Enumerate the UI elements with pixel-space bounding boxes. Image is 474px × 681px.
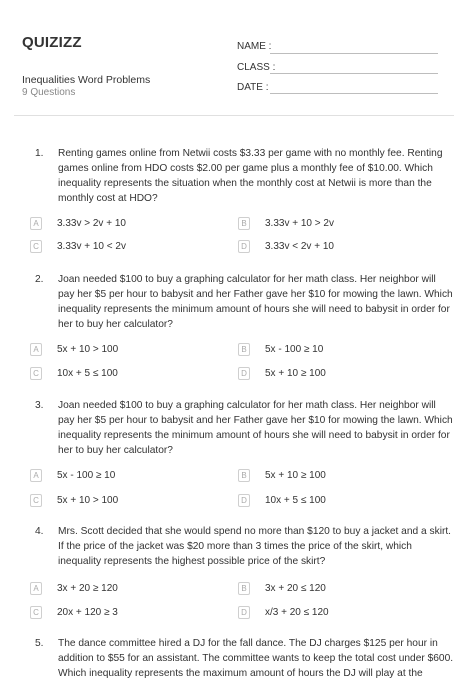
option-letter: A <box>30 217 42 230</box>
option-letter: D <box>238 367 250 380</box>
question-number: 5. <box>35 638 44 649</box>
option-text: 3.33v + 10 > 2v <box>265 218 334 229</box>
option-text: 3x + 20 ≤ 120 <box>265 583 326 594</box>
question-text: Renting games online from Netwii costs $3.33 per game with no monthly fee. Renting games online from HDO costs $2.00 per game plus a monthly fee of $10.00. Which inequality represents the situation when the monthly cost at Netwii is more than the monthly cost at HDO? <box>58 148 443 204</box>
question-text: The dance committee hired a DJ for the fall dance. The DJ charges $125 per hour in addition to $55 for an assistant. The committee wants to keep the total cost under $600. Which inequality represents the maximum amount of hours the DJ will play at the <box>58 638 454 679</box>
question-text: Joan needed $100 to buy a graphing calculator for her math class. Her neighbor will pay her $5 per hour to babysit and her Father gave her $10 for mowing the lawn. Which inequality represents the minimum amount of hours she will need to babysit in order for her to buy her calculator? <box>58 400 453 456</box>
question-number: 2. <box>35 274 44 285</box>
option-letter: A <box>30 582 42 595</box>
option-letter: D <box>238 240 250 253</box>
option-text: 5x + 10 ≥ 100 <box>265 368 326 379</box>
option-text: 10x + 5 ≤ 100 <box>57 368 118 379</box>
question-number: 3. <box>35 400 44 411</box>
quizizz-logo: QUIZIZZ <box>22 34 82 51</box>
option-text: 3.33v > 2v + 10 <box>57 218 126 229</box>
option-letter: C <box>30 606 42 619</box>
option-letter: C <box>30 240 42 253</box>
worksheet-page <box>14 0 454 670</box>
name-line <box>270 53 438 54</box>
option-letter: B <box>238 343 250 356</box>
worksheet-title: Inequalities Word Problems <box>22 74 151 86</box>
header-divider <box>14 115 454 116</box>
option-text: 3.33v < 2v + 10 <box>265 241 334 252</box>
option-letter: B <box>238 217 250 230</box>
option-text: 20x + 120 ≥ 3 <box>57 607 118 618</box>
option-letter: C <box>30 494 42 507</box>
option-text: 5x + 10 > 100 <box>57 344 119 355</box>
option-letter: D <box>238 606 250 619</box>
option-text: 3x + 20 ≥ 120 <box>57 583 118 594</box>
option-letter: D <box>238 494 250 507</box>
option-text: 5x + 10 > 100 <box>57 495 119 506</box>
option-text: 5x - 100 ≥ 10 <box>265 344 324 355</box>
option-text: x/3 + 20 ≤ 120 <box>265 607 329 618</box>
question-text: Mrs. Scott decided that she would spend no more than $120 to buy a jacket and a skirt. If the price of the jacket was $20 more than 3 times the price of the skirt, which inequality represents the highest possible price of the skirt? <box>58 526 452 567</box>
question-number: 1. <box>35 148 44 159</box>
option-letter: A <box>30 343 42 356</box>
option-letter: C <box>30 367 42 380</box>
question-number: 4. <box>35 526 44 537</box>
option-letter: A <box>30 469 42 482</box>
class-label: CLASS : <box>237 62 276 73</box>
question-text: Joan needed $100 to buy a graphing calculator for her math class. Her neighbor will pay her $5 per hour to babysit and her Father gave her $10 for mowing the lawn. Which inequality represents the minimum amount of hours she will need to babysit in order for her to buy her calculator? <box>58 274 453 330</box>
option-text: 3.33v + 10 < 2v <box>57 241 126 252</box>
option-letter: B <box>238 582 250 595</box>
question-count: 9 Questions <box>22 87 76 98</box>
option-text: 5x + 10 ≥ 100 <box>265 470 326 481</box>
option-text: 10x + 5 ≤ 100 <box>265 495 326 506</box>
class-line <box>270 73 438 74</box>
name-label: NAME : <box>237 41 272 52</box>
option-letter: B <box>238 469 250 482</box>
option-text: 5x - 100 ≥ 10 <box>57 470 116 481</box>
date-label: DATE : <box>237 82 269 93</box>
date-line <box>270 93 438 94</box>
